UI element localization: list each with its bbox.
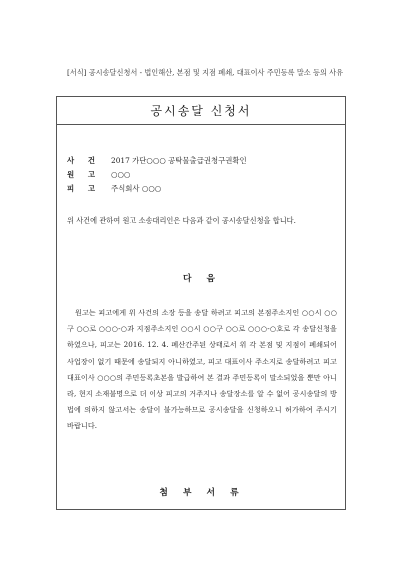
section-heading-attachments: 첨 부 서 류 [159, 488, 245, 498]
case-row [67, 153, 337, 167]
plaintiff-label: 원 고 [67, 169, 95, 179]
plaintiff-value: ○○○ [111, 169, 131, 179]
defendant-label: 피 고 [67, 183, 95, 193]
form-title: 공시송달 신청서 [57, 97, 345, 125]
case-info [67, 153, 337, 195]
application-form [56, 96, 346, 510]
plaintiff-row [67, 167, 337, 181]
defendant-row [67, 181, 337, 195]
defendant-value: 주식회사 ○○○ [111, 183, 162, 193]
form-header-note: [서식] 공시송달신청서 - 법인해산, 본점 및 지점 폐쇄, 대표이사 주민등록 말소 등의 사유 [66, 68, 344, 77]
section-heading-next: 다 음 [182, 274, 222, 284]
case-label: 사 건 [67, 155, 95, 165]
body-paragraph: 원고는 피고에게 위 사건의 소장 등을 송달 하려고 피고의 본점주소지인 ○○시 ○○구 ○○로 ○○○-○과 지점주소지인 ○○시 ○○구 ○○로 ○○○-○호로 각 송달신청을 하였으나, 피고는 2016. 12. 4. 폐산간주된 상태로서 위 각 본점 및 지점이 폐쇄되어 사업장이 없기 때문에 송달되지 아니하였고, 피고 대표이사 주소지로 송달하려고 피고 대표이사 ○○○의 주민등록초본을 발급하여 본 결과 주민등록이 말소되었을 뿐만 아니라, 현지 소재불명으로 더 이상 피고의 거주지나 송달장소를 알 수 없어 공시송달의 방법에 의하지 않고서는 송달이 불가능하므로 공시송달을 신청하오니 허가하여 주시기 바랍니다. [67, 308, 337, 431]
case-value: 2017 가단○○○ 공탁물출급권청구권확인 [111, 155, 247, 165]
intro-paragraph: 위 사건에 관하여 원고 소송대리인은 다음과 같이 공시송달신청을 합니다. [67, 216, 296, 225]
